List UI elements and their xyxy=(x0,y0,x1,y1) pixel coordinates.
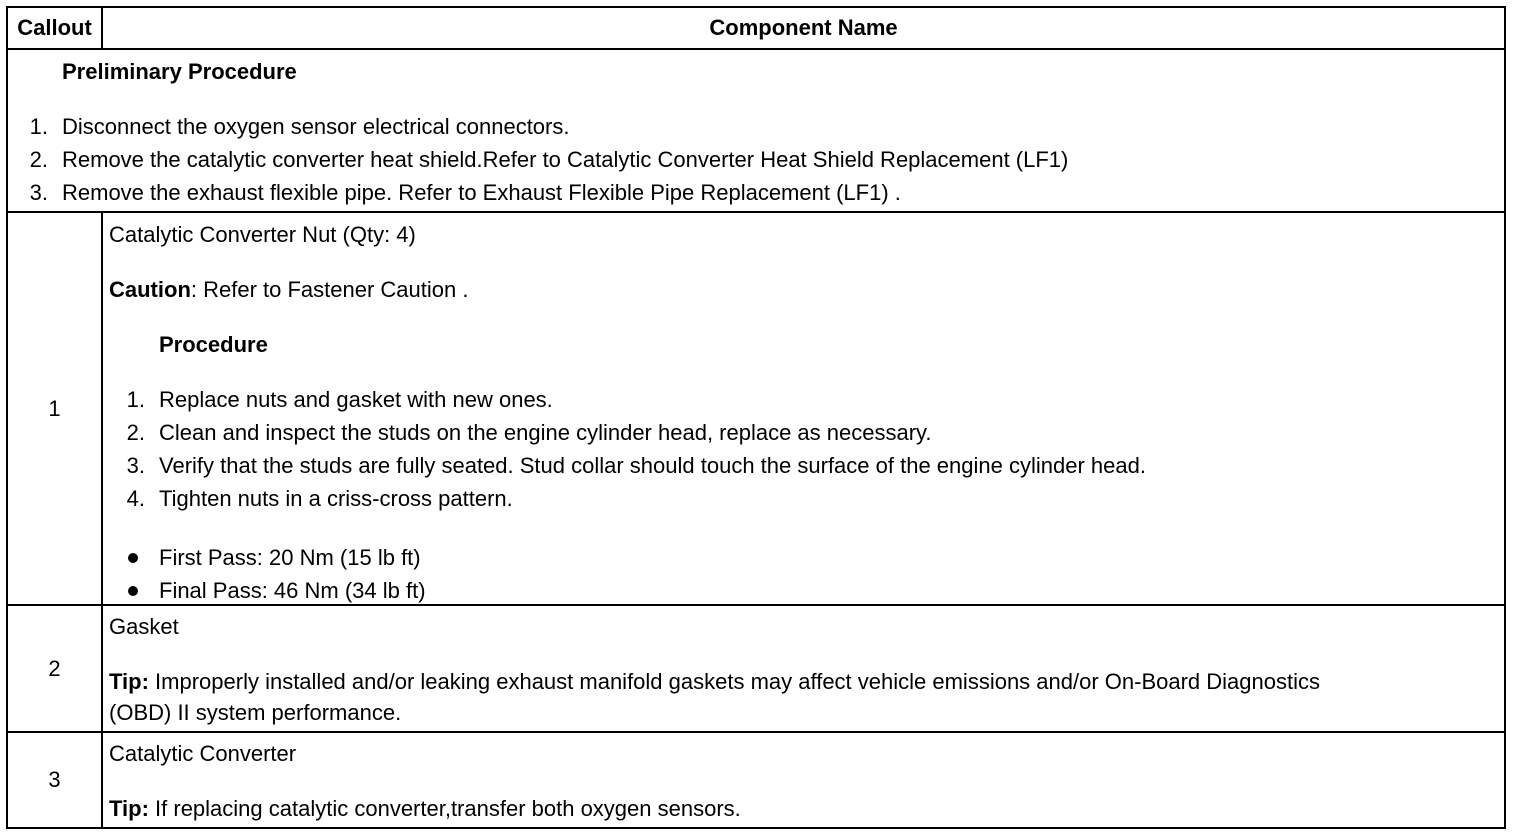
step-number: 3. xyxy=(126,453,145,478)
procedure-title: Procedure xyxy=(159,332,268,357)
component-column-header: Component Name xyxy=(709,15,898,40)
step-number: 3. xyxy=(29,180,48,205)
procedure-step: Replace nuts and gasket with new ones. xyxy=(159,387,553,412)
preliminary-step: Remove the exhaust flexible pipe. Refer to Exhaust Flexible Pipe Replacement (LF1) . xyxy=(62,180,901,205)
caution-label: Caution xyxy=(109,277,191,302)
callout-number: 3 xyxy=(8,733,103,827)
preliminary-row xyxy=(8,50,1504,213)
component-cell xyxy=(103,213,1504,604)
step-number: 1. xyxy=(126,387,145,412)
tip-text-continued: (OBD) II system performance. xyxy=(109,700,402,725)
component-name: Catalytic Converter xyxy=(109,741,297,766)
table-row xyxy=(8,213,1504,606)
callout-number: 1 xyxy=(8,213,103,604)
procedure-step: Clean and inspect the studs on the engine cylinder head, replace as necessary. xyxy=(159,420,932,445)
torque-spec: First Pass: 20 Nm (15 lb ft) xyxy=(159,545,421,570)
step-number: 1. xyxy=(29,114,48,139)
step-number: 4. xyxy=(126,486,145,511)
preliminary-step: Disconnect the oxygen sensor electrical connectors. xyxy=(62,114,570,139)
step-number: 2. xyxy=(29,147,48,172)
tip-text: If replacing catalytic converter,transfer both oxygen sensors. xyxy=(148,796,741,821)
callout-column-header: Callout xyxy=(8,8,103,48)
tip-text: Improperly installed and/or leaking exhaust manifold gaskets may affect vehicle emissions and/or On-Board Diagnostics xyxy=(148,669,1320,694)
component-cell xyxy=(103,606,1504,731)
tip-label: Tip: xyxy=(109,796,149,821)
bullet-icon xyxy=(128,586,138,596)
table-row xyxy=(8,733,1504,827)
preliminary-step: Remove the catalytic converter heat shield.Refer to Catalytic Converter Heat Shield Replacement (LF1) xyxy=(62,147,1069,172)
caution-text: : Refer to Fastener Caution . xyxy=(190,277,469,302)
torque-spec: Final Pass: 46 Nm (34 lb ft) xyxy=(159,578,426,603)
bullet-icon xyxy=(128,553,138,563)
step-number: 2. xyxy=(126,420,145,445)
tip-note xyxy=(109,669,1320,695)
preliminary-title: Preliminary Procedure xyxy=(62,59,297,84)
procedure-step: Verify that the studs are fully seated. Stud collar should touch the surface of the engine cylinder head. xyxy=(159,453,1146,478)
component-name: Gasket xyxy=(109,614,179,639)
tip-label: Tip: xyxy=(109,669,149,694)
caution-note xyxy=(109,277,468,303)
tip-note xyxy=(109,796,741,822)
procedure-table xyxy=(6,6,1506,829)
table-header-row xyxy=(8,8,1504,50)
table-row xyxy=(8,606,1504,733)
procedure-step: Tighten nuts in a criss-cross pattern. xyxy=(159,486,513,511)
callout-number: 2 xyxy=(8,606,103,731)
component-cell xyxy=(103,733,1504,827)
component-name: Catalytic Converter Nut (Qty: 4) xyxy=(109,222,416,247)
